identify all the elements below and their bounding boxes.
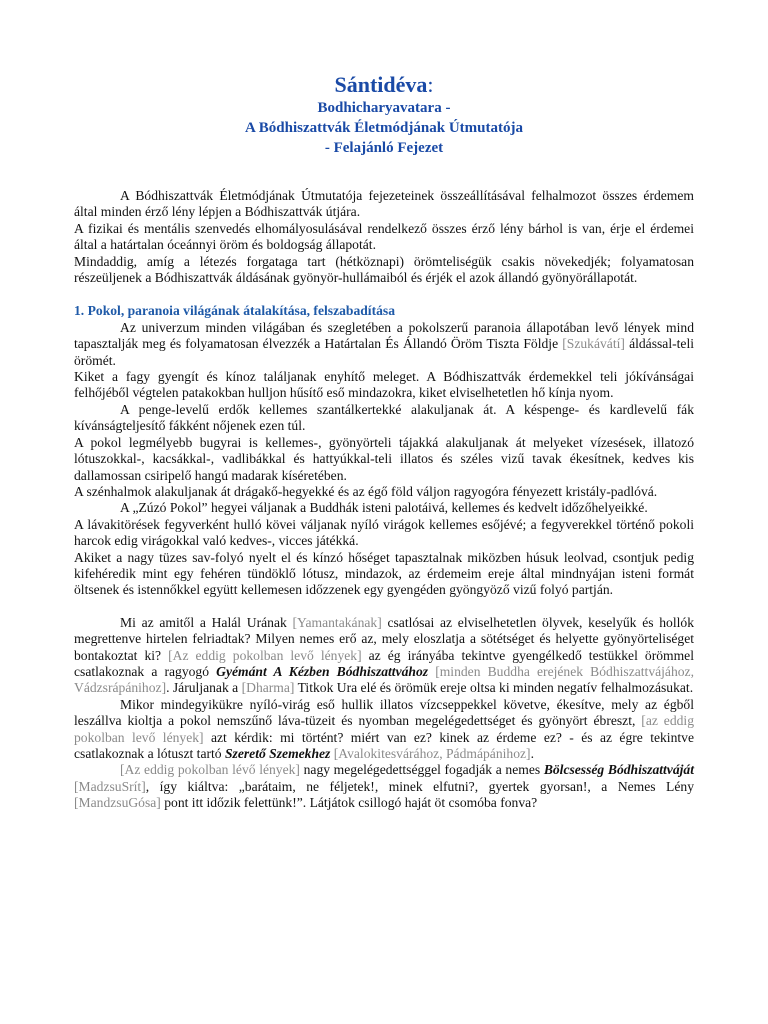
paragraph: Kiket a fagy gyengít és kínoz találjanak enyhítő meleget. A Bódhiszattvák érdemekkel teli jókívánságai felhőjéből végtelen patakokban hulljon hűsítő eső mindazokra, kiket elviselhetetlen hő kínja nyom.: [74, 369, 694, 401]
paragraph: [Az eddig pokolban lévő lények] nagy megelégedettséggel fogadják a nemes Bölcsesség Bódhiszattváját [MadzsuSrít], így kiáltva: „barátaim, ne féljetek!, minek elfutni?, gyertek gyorsan!, a Nemes Lény [MandzsuGósa] pont itt időzik felettünk!”. Látjátok csillogó haját öt csomóba fonva?: [74, 762, 694, 811]
subtitle-line-1: Bodhicharyavatara -: [317, 100, 451, 116]
paragraph: A „Zúzó Pokol” hegyei váljanak a Buddhák isteni palotáivá, kellemes és kedvelt időzőhelyeikké.: [120, 500, 648, 516]
paragraph: Mi az amitől a Halál Urának [Yamantakának] csatlósai az elviselhetetlen ölyvek, keselyűk és hollók megrettenve hirtelen felriadtak? Milyen nemes erő az, mely eloszlatja a sötétséget és helyette gyönyörteliséget bontakoztat ki? [Az eddig pokolban levő lények] az ég irányába tekintve gyengélkedő testükkel örömmel csatlakoznak a ragyogó Gyémánt A Kézben Bódhiszattvához [minden Buddha erejének Bódhiszattvájához, Vádzsrápánihoz]. Járuljanak a [Dharma] Titkok Ura elé és örömük ereje oltsa ki minden negatív felhalmozásukat.: [74, 614, 694, 696]
document-body: [74, 188, 694, 812]
bracket-note: [az eddig pokolban levő lények]: [74, 713, 695, 745]
document-title: Sántidéva:: [334, 72, 434, 97]
paragraph: A penge-levelű erdők kellemes szantálkertekké alakuljanak át. A késpenge- és kardlevelű fák kívánságteljesítő fákként nőjenek ezen túl.: [74, 401, 694, 434]
section-heading: 1. Pokol, paranoia világának átalakítása, felszabadítása: [74, 303, 395, 319]
paragraph: Mikor mindegyikükre nyíló-virág eső hullik illatos vízcseppekkel követve, ékesítve, mely az égből leszállva kioltja a pokol nemszűnő láva-tüzeit és nyomban megelégedettséget és gyönyört ébreszt, [az eddig pokolban levő lények] azt kérdik: mi történt? miért van ez? kinek az érdeme ez? - és az égre tekintve csatlakoznak a lótuszt tartó Szerető Szemekhez [Avalokitesvárához, Pádmápánihoz].: [74, 696, 695, 761]
paragraph: A szénhalmok alakuljanak át drágakő-hegyekké és az égő föld váljon ragyogóra fényezett kristály-padlóvá.: [74, 483, 658, 499]
subtitle-line-3: - Felajánló Fejezet: [324, 140, 444, 156]
intro-paragraph: A Bódhiszattvák Életmódjának Útmutatója fejezeteinek összeállításával felhalmozot összes érdemem által minden érző lény lépjen a Bódhiszattvák útjára.: [74, 188, 694, 220]
document-header: [0, 72, 768, 158]
bracket-note: [MadzsuSrít]: [74, 778, 146, 794]
bracket-note: [Az eddig pokolban levő lények]: [168, 647, 362, 663]
bracket-note: [Dharma]: [241, 680, 295, 696]
emphasis: Bölcsesség Bódhiszattváját: [543, 762, 694, 778]
paragraph: Az univerzum minden világában és szegletében a pokolszerű paranoia állapotában levő lények mind tapasztalják meg és folyamatosan élvezzék a Határtalan És Állandó Öröm Tiszta Földje [Szukávátí] áldással-teli örömét.: [74, 319, 694, 368]
emphasis: Gyémánt A Kézben Bódhiszattvához: [216, 663, 429, 679]
subtitle-line-2: A Bódhiszattvák Életmódjának Útmutatója: [245, 120, 523, 136]
paragraph: A pokol legmélyebb bugyrai is kellemes-, gyönyörteli tájakká alakuljanak át melyeket vízesések, illatozó lótuszokkal-, kacsákkal-, vadlibákkal és hattyúkkal-teli illatos és széles vizű tavak ékesítnek, kedves kis dallamossan csiripelő hangú madarak kíséretében.: [74, 434, 694, 483]
intro-paragraph: Mindaddig, amíg a létezés forgataga tart (hétköznapi) örömteliségük csakis növekedjék; folyamatosan részeüljenek a Bódhiszattvák áldásának gyönyör-hullámaiból és érjék el azok állandó gyönyörállapotát.: [74, 253, 694, 286]
bracket-note: [Szukávátí]: [562, 336, 625, 352]
bracket-note: [MandzsuGósa]: [74, 795, 161, 811]
bracket-note: [Yamantakának]: [292, 614, 382, 630]
intro-paragraph: A fizikai és mentális szenvedés elhomályosulásával rendelkező összes érző lény bárhol is van, érje el érdemei által a határtalan óceánnyi öröm és boldogság állapotát.: [74, 220, 694, 253]
paragraph: A lávakitörések fegyverként hulló kövei váljanak nyíló virágok kellemes esőjévé; a fegyverekkel történő pokoli harcok edig virágokkal való kedves-, vicces játékká.: [74, 516, 694, 549]
emphasis: Szerető Szemekhez: [225, 746, 331, 761]
paragraph: Akiket a nagy tüzes sav-folyó nyelt el és kínzó hőséget tapasztalnak miközben húsuk leolvad, csontjuk pedig kifehéredik mint egy fehéren tündöklő lótusz, mindazok, az érdemeim ereje által mindnyájan isteni formát öltsenek és istennőkkel együtt kellemesen időzzenek egy gyengéden gyöngyöző vizű folyó partján.: [74, 549, 694, 598]
bracket-note: [minden Buddha erejének Bódhiszattvájához, Vádzsrápánihoz]: [74, 663, 694, 696]
bracket-note: [Avalokitesvárához, Pádmápánihoz]: [333, 746, 531, 761]
bracket-note: [Az eddig pokolban lévő lények]: [120, 762, 300, 778]
